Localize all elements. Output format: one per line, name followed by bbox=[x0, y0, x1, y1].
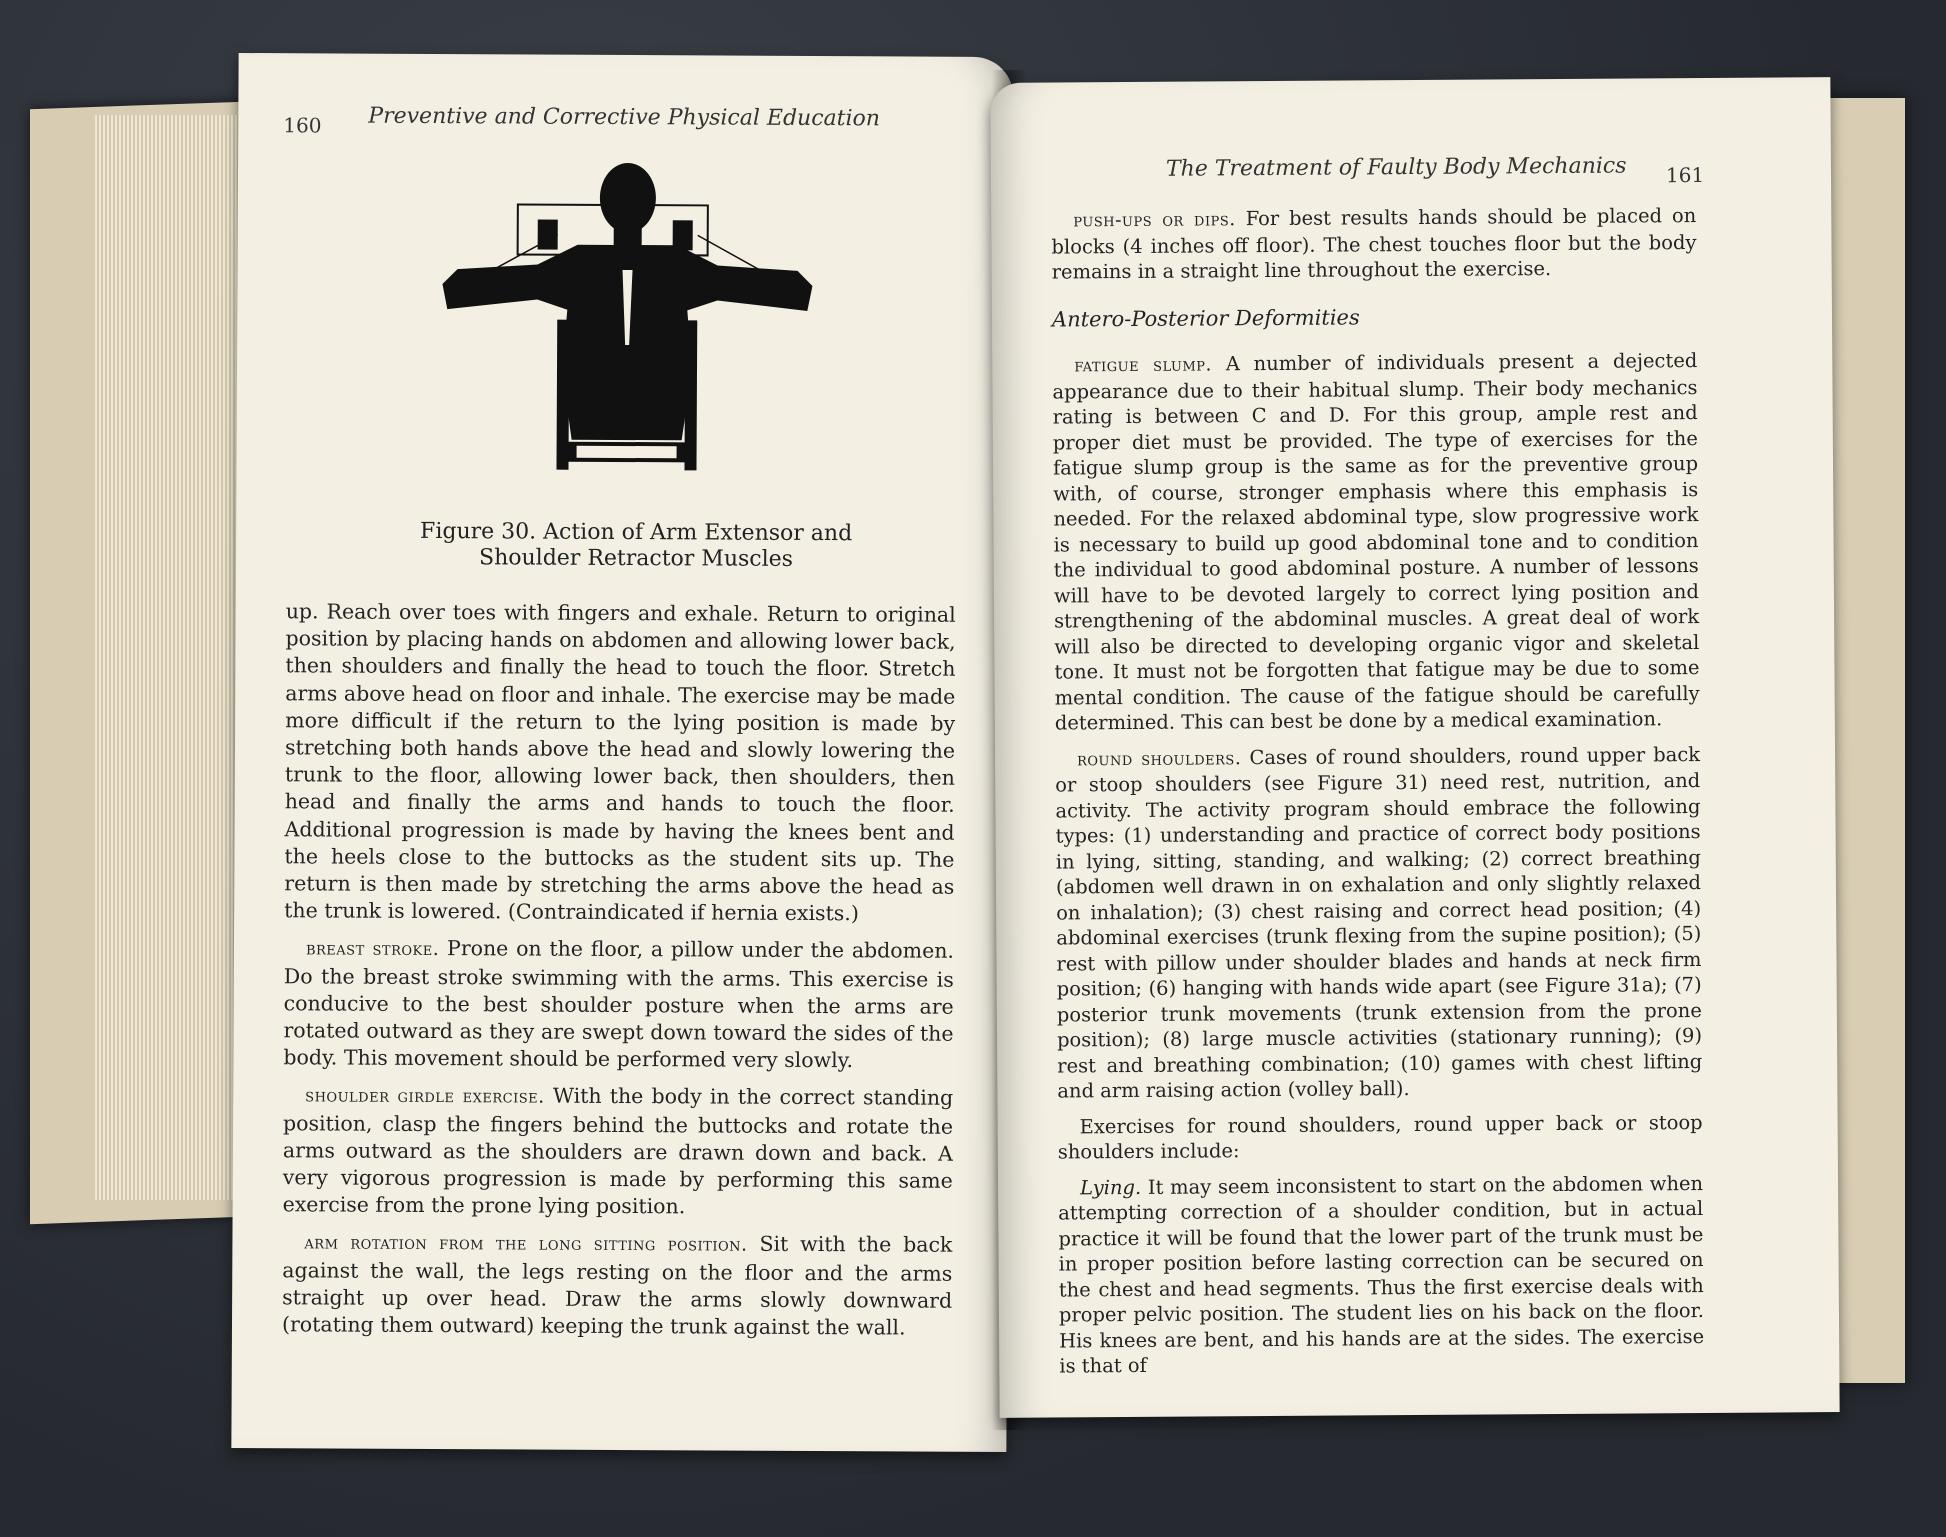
right-page bbox=[990, 77, 1839, 1418]
section-heading: Antero-Posterior Deformities bbox=[1051, 304, 1360, 332]
right-running-head: The Treatment of Faulty Body Mechanics bbox=[1165, 153, 1627, 182]
paragraph-exercises-intro: Exercises for round shoulders, round upper back or stoop shoulders include: bbox=[1057, 1110, 1703, 1164]
pushups-text: For best results hands should be placed on blocks (4 inches off floor). The chest touches floor but the body remains in a straight line throughout the exercise. bbox=[1051, 204, 1697, 284]
paragraph-lying bbox=[1058, 1171, 1704, 1379]
pushups-heading: push-ups or dips. bbox=[1073, 208, 1236, 232]
caption-line-2: Shoulder Retractor Muscles bbox=[478, 545, 794, 572]
arm-rotation-text: Sit with the back against the wall, the legs resting on the floor and the arms straight up over head. Draw the arms slowly downward (rotating them outward) keeping the trunk against the wall. bbox=[281, 1232, 953, 1340]
paragraph-pushups bbox=[1051, 203, 1697, 285]
left-page-number: 160 bbox=[283, 113, 322, 138]
right-page-number: 161 bbox=[1665, 162, 1705, 188]
right-body-text bbox=[1051, 203, 1704, 1389]
fatigue-slump-text: A number of individuals present a dejected appearance due to their habitual slump. Their body mechanics rating is between C and D. For this group, ample rest and proper diet must be provided. The type of exercises for the fatigue slump group is the same as for the preventive group with, of course, stronger emphasis where this emphasis is needed. For the relaxed abdominal type, slow progressive work is necessary to build up good abdominal tone and to condition the individual to good abdominal posture. A number of lessons will have to be devoted largely to correct lying position and strengthening of the abdominal muscles. A great deal of work will also be directed to developing organic vigor and skeletal tone. It must not be forgotten that fatigue may be due to some mental condition. The cause of the fatigue should be carefully determined. This can best be done by a medical examination. bbox=[1052, 349, 1700, 735]
lying-heading: Lying. bbox=[1079, 1175, 1142, 1199]
round-shoulders-heading: round shoulders. bbox=[1076, 746, 1242, 770]
page-stack-left bbox=[95, 115, 245, 1200]
paragraph-round-shoulders bbox=[1055, 742, 1702, 1104]
fatigue-slump-heading: fatigue slump. bbox=[1074, 353, 1213, 377]
paragraph-breast-stroke bbox=[283, 935, 954, 1076]
lying-text: It may seem inconsistent to start on the abdomen when attempting correction of a shoulder condition, but in actual practice it will be found that the lower part of the trunk must be in proper position before lasting correction can be secured on the chest and head segments. Thus the first exercise deals with proper pelvic position. The student lies on his back on the floor. His knees are bent, and his hands are at the sides. The exercise is that of bbox=[1058, 1171, 1705, 1378]
paragraph-shoulder-girdle bbox=[283, 1082, 954, 1223]
figure-caption bbox=[356, 519, 916, 574]
paragraph-situp-continuation: up. Reach over toes with fingers and exhale. Return to original position by placing hands on abdomen and allowing lower back, then shoulders and finally the head to touch the floor. Stretch arms above head on floor and inhale. The exercise may be made more difficult if the return to the lying position is made by stretching both hands above the head and slowly lowering the trunk to the floor, allowing lower back, then shoulders, then head and finally the arms and hands to touch the floor. Additional progression is made by having the knees bent and the heels close to the buttocks as the student sits up. The return is then made by stretching the arms above the head as the trunk is lowered. (Contraindicated if hernia exists.) bbox=[284, 599, 956, 926]
paragraph-fatigue-slump bbox=[1052, 348, 1700, 736]
breast-stroke-text: Prone on the floor, a pillow under the abdomen. Do the breast stroke swimming with the arms. This exercise is conducive to the best shoulder posture when the arms are rotated outward as they are swept down toward the sides of the body. This movement should be performed very slowly. bbox=[283, 936, 955, 1073]
left-running-head: Preventive and Corrective Physical Education bbox=[368, 103, 881, 132]
paragraph-arm-rotation bbox=[282, 1229, 953, 1342]
arm-rotation-heading: arm rotation from the long sitting position. bbox=[304, 1231, 748, 1257]
breast-stroke-heading: breast stroke. bbox=[305, 937, 440, 961]
caption-line-1: Figure 30. Action of Arm Extensor and bbox=[420, 518, 853, 547]
figure-30-illustration bbox=[416, 159, 838, 551]
left-body-text bbox=[282, 598, 956, 1352]
shoulder-girdle-text: With the body in the correct standing position, clasp the fingers behind the buttocks and rotate the arms outward as the shoulders are drawn down and back. A very vigorous progression is made by performing this same exercise from the prone lying position. bbox=[282, 1084, 954, 1219]
round-shoulders-text: Cases of round shoulders, round upper back or stoop shoulders (see Figure 31) need rest, nutrition, and activity. The activity program should embrace the following types: (1) understanding and practice of correct body positions in lying, sitting, standing, and walking; (2) correct breathing (abdomen well drawn in on exhalation and only slightly relaxed on inhalation); (3) chest raising and correct head position; (4) abdominal exercises (trunk flexing from the supine position); (5) rest with pillow under shoulder blades and hands at neck firm position; (6) hanging with hands wide apart (see Figure 31a); (7) posterior trunk movements (trunk extension from the prone position); (8) large muscle activities (stationary running); (9) rest and breathing combination; (10) games with chest lifting and arm raising action (volley ball). bbox=[1055, 742, 1703, 1103]
shoulder-girdle-heading: shoulder girdle exercise. bbox=[305, 1084, 545, 1109]
left-page bbox=[231, 53, 1013, 1452]
